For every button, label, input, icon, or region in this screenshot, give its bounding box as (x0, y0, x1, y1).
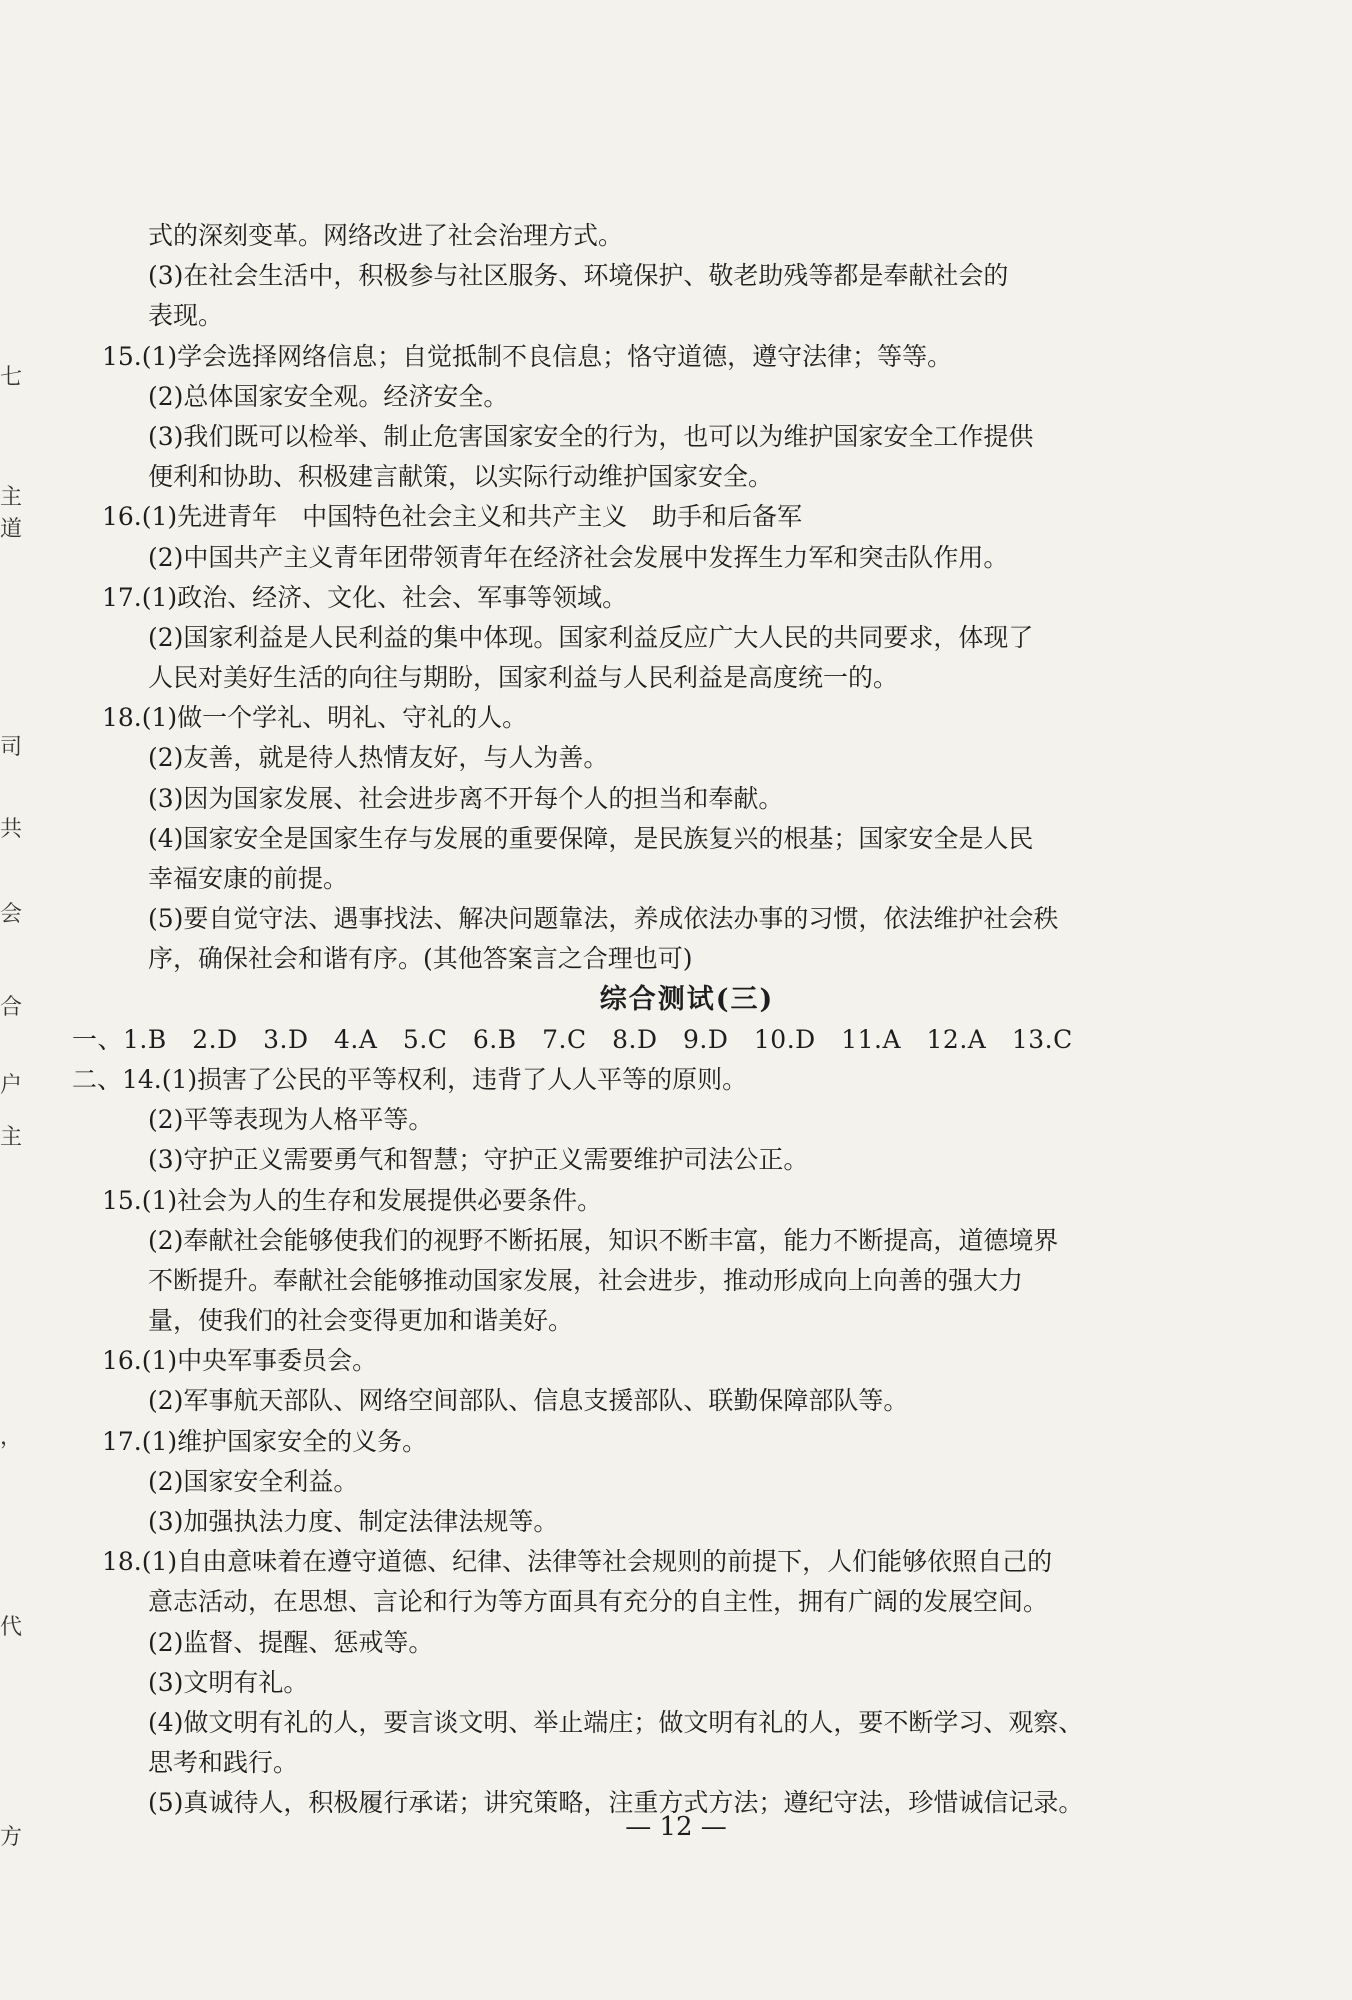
text-line: (2)中国共产主义青年团带领青年在经济社会发展中发挥生力军和突击队作用。 (148, 542, 1009, 572)
edge-glyph: 方 (0, 1825, 23, 1850)
text-line: (3)我们既可以检举、制止危害国家安全的行为，也可以为维护国家安全工作提供 (148, 421, 1034, 451)
text-line: (2)友善，就是待人热情友好，与人为善。 (148, 743, 609, 773)
text-line: (2)国家利益是人民利益的集中体现。国家利益反应广大人民的共同要求，体现了 (148, 622, 1034, 652)
text-line: 人民对美好生活的向往与期盼，国家利益与人民利益是高度统一的。 (148, 663, 899, 693)
page-number: — 12 — (625, 1812, 727, 1842)
text-line: 18.(1)做一个学礼、明礼、守礼的人。 (102, 703, 528, 733)
text-line: 二、14.(1)损害了公民的平等权利，违背了人人平等的原则。 (72, 1064, 748, 1094)
edge-glyph: 主 (0, 1125, 23, 1150)
text-line: (4)做文明有礼的人，要言谈文明、举止端庄；做文明有礼的人，要不断学习、观察、 (148, 1707, 1084, 1737)
text-line: (3)加强执法力度、制定法律法规等。 (148, 1507, 559, 1536)
text-line: 不断提升。奉献社会能够推动国家发展，社会进步，推动形成向上向善的强大力 (148, 1265, 1024, 1295)
text-line: 序，确保社会和谐有序。(其他答案言之合理也可) (148, 944, 693, 974)
text-line: 幸福安康的前提。 (148, 864, 349, 893)
edge-glyph: 司 (0, 735, 23, 760)
text-line: 思考和践行。 (148, 1748, 299, 1778)
edge-glyph: 户 (0, 1073, 23, 1098)
text-line: 15.(1)社会为人的生存和发展提供必要条件。 (102, 1185, 603, 1215)
text-line: (2)国家安全利益。 (148, 1466, 359, 1496)
answer-text-body (72, 216, 1302, 1824)
text-line: 便利和协助、积极建言献策，以实际行动维护国家安全。 (148, 462, 774, 492)
text-line: (3)文明有礼。 (148, 1667, 309, 1697)
text-line: 式的深刻变革。网络改进了社会治理方式。 (148, 221, 624, 250)
text-line: (5)要自觉守法、遇事找法、解决问题靠法，养成依法办事的习惯，依法维护社会秩 (148, 904, 1059, 934)
edge-glyph: ， (0, 1425, 23, 1450)
edge-glyph: 会 (0, 902, 23, 927)
text-line: (2)监督、提醒、惩戒等。 (148, 1627, 434, 1657)
text-line: (2)平等表现为人格平等。 (148, 1105, 434, 1135)
text-line: 17.(1)政治、经济、文化、社会、军事等领域。 (102, 582, 628, 612)
text-line: 17.(1)维护国家安全的义务。 (102, 1426, 428, 1456)
edge-glyph: 代 (0, 1615, 23, 1640)
text-line: (3)因为国家发展、社会进步离不开每个人的担当和奉献。 (148, 783, 784, 813)
text-line: (2)总体国家安全观。经济安全。 (148, 381, 509, 411)
text-line: (3)在社会生活中，积极参与社区服务、环境保护、敬老助残等都是奉献社会的 (148, 261, 1009, 291)
text-line: (2)奉献社会能够使我们的视野不断拓展，知识不断丰富，能力不断提高，道德境界 (148, 1225, 1059, 1255)
edge-glyph: 道 (0, 517, 23, 542)
text-line: 表现。 (148, 301, 224, 331)
edge-glyph: 七 (0, 365, 23, 390)
text-line: (5)真诚待人，积极履行承诺；讲究策略，注重方式方法；遵纪守法，珍惜诚信记录。 (148, 1788, 1084, 1818)
section-heading: 综合测试(三) (599, 983, 775, 1015)
text-line: (3)守护正义需要勇气和智慧；守护正义需要维护司法公正。 (148, 1145, 809, 1175)
text-line: 意志活动，在思想、言论和行为等方面具有充分的自主性，拥有广阔的发展空间。 (148, 1587, 1049, 1617)
text-line: (2)军事航天部队、网络空间部队、信息支援部队、联勤保障部队等。 (148, 1386, 909, 1416)
text-line: (4)国家安全是国家生存与发展的重要保障，是民族复兴的根基；国家安全是人民 (148, 823, 1034, 853)
edge-glyph: 合 (0, 995, 23, 1020)
text-line: 量，使我们的社会变得更加和谐美好。 (148, 1306, 574, 1336)
text-line: 一、1.B 2.D 3.D 4.A 5.C 6.B 7.C 8.D 9.D 10.D 11.A 12.A 13.C (72, 1024, 1073, 1054)
text-line: 16.(1)中央军事委员会。 (102, 1346, 378, 1376)
edge-glyph: 共 (0, 817, 23, 842)
text-line: 15.(1)学会选择网络信息；自觉抵制不良信息；恪守道德，遵守法律；等等。 (102, 341, 953, 371)
text-line: 18.(1)自由意味着在遵守道德、纪律、法律等社会规则的前提下，人们能够依照自己的 (102, 1547, 1053, 1577)
text-line: 16.(1)先进青年 中国特色社会主义和共产主义 助手和后备军 (102, 502, 803, 532)
edge-glyph: 主 (0, 485, 23, 510)
